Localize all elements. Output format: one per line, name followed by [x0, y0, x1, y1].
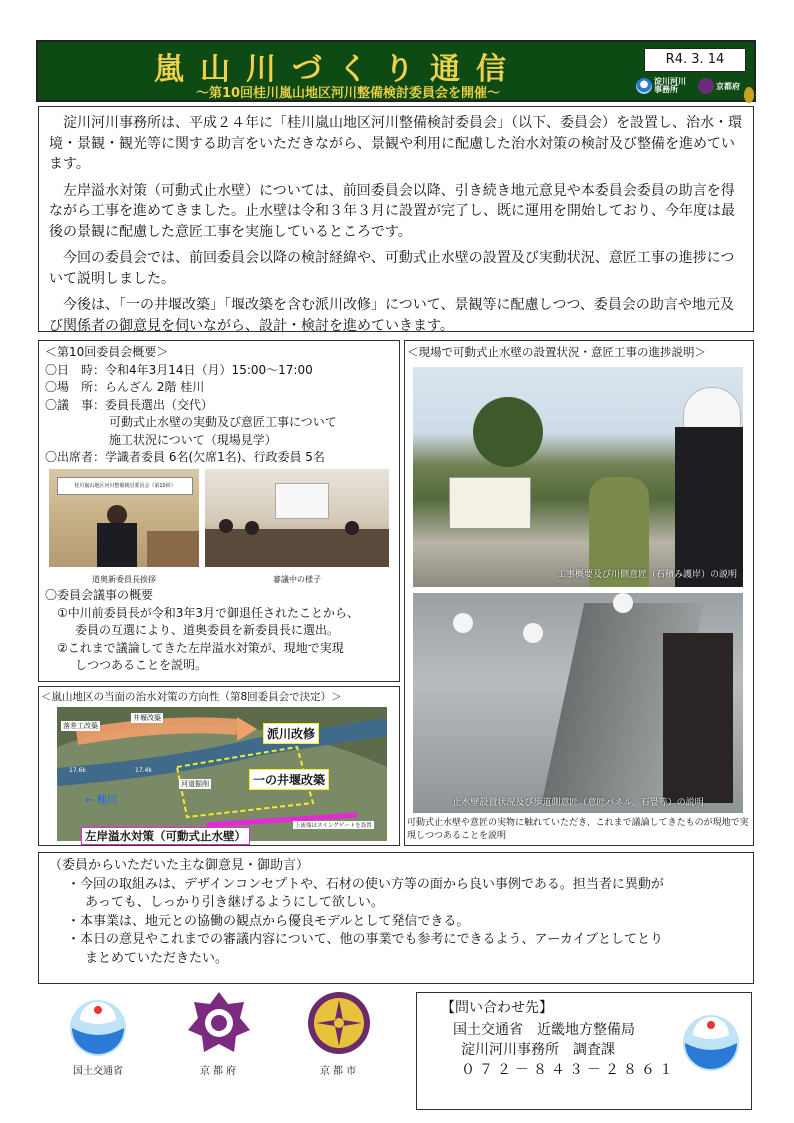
photo1-caption: 工事概要及び川側意匠（石積み護岸）の説明	[556, 570, 737, 580]
intro-paragraph: 今後は、「一の井堰改築」「堰改築を含む派川改修」について、景観等に配慮しつつ、委員会の助言や地元及び関係者の御意見を伺いながら、設計・検討を進めていきます。	[49, 297, 734, 334]
kyotofu-logo-icon	[186, 990, 252, 1056]
outline-item: ②これまで議論してきた左岸溢水対策が、現地で実現	[57, 640, 344, 655]
photo-deliberation	[205, 469, 389, 567]
map-label-rakusa: 落差工改築	[63, 722, 98, 730]
contact-line1: 国土交通省 近畿地方整備局	[453, 1022, 635, 1038]
contact-line2: 淀川河川事務所 調査課	[461, 1042, 615, 1058]
summary-heading: ＜第10回委員会概要＞	[45, 345, 169, 359]
header-banner	[36, 40, 764, 110]
intro-section	[38, 106, 754, 332]
map-label-km1: 17.6k	[69, 767, 86, 774]
meeting-summary-section	[38, 340, 400, 682]
agenda-item: 委員長選出（交代）	[105, 397, 214, 412]
field-note: 可動式止水壁や意匠の実物に触れていただき、これまで議論してきたものが現地で実現しつつあることを説明	[407, 818, 749, 841]
field-heading: ＜現場で可動式止水壁の設置状況・意匠工事の進捗説明＞	[407, 345, 706, 359]
person-body	[97, 523, 137, 567]
agenda-item: 可動式止水壁の実動及び意匠工事について	[109, 415, 337, 429]
contact-title: 【問い合わせ先】	[441, 1000, 553, 1016]
date-value: 令和4年3月14日（月）15:00～17:00	[105, 362, 313, 377]
map-label-swing: 上流端はスイングゲートを設置	[295, 823, 372, 829]
agenda-item: 施工状況について（現場見学）	[109, 432, 277, 447]
map-label-katsura: ← 桂川	[85, 795, 117, 806]
kyotoshi-logo-icon	[306, 990, 372, 1056]
opinion-item: ・本事業は、地元との協働の観点から優良モデルとして発信できる。	[67, 913, 470, 929]
page-subtitle: ～第10回桂川嵐山地区河川整備検討委員会を開催～	[195, 86, 501, 101]
header-logo-yodogawa: 淀川河川事務所	[636, 78, 688, 94]
map-label-iseki: 井堰改築	[133, 714, 161, 722]
photo2-caption: 止水壁設置状況及び歩道側意匠（意匠パネル、石畳等）の説明	[452, 798, 704, 808]
intro-paragraph: 左岸溢水対策（可動式止水壁）については、前回委員会以降、引き続き地元意見や本委員会委員の助言を得ながら工事を進めてきました。止水壁は令和３年３月に設置が完了し、既に運用を開始しており、今年度は最後の景観に配慮した意匠工事を実施しているところです。	[49, 182, 735, 240]
outline-heading: 〇委員会議事の概要	[45, 588, 154, 602]
opinion-item: ・本日の意見やこれまでの審議内容について、他の事業でも参考にできるよう、アーカイブとしてとり	[67, 932, 664, 947]
map-label-hasen: 派川改修	[263, 723, 319, 744]
opinion-item: ・今回の取組みは、デザインコンセプトや、石材の使い方等の面から良い事例である。担当者に異動が	[67, 876, 664, 892]
map-label-kodo: 河道掘削	[181, 780, 209, 788]
outline-item: ①中川前委員長が令和3年3月で御退任されたことから、	[57, 605, 360, 620]
photo-construction-explanation	[413, 367, 743, 587]
attendees-value: 学識者委員 6名(欠席1名)、行政委員 5名	[105, 450, 325, 464]
field-inspection-section	[404, 340, 754, 846]
attendees-label: 〇出席者：	[45, 450, 106, 464]
explanation-board	[449, 477, 531, 529]
place-value: らんざん 2階 桂川	[105, 380, 205, 394]
header-logo-kyotofu: 京都府	[698, 78, 740, 94]
issue-date: R4. 3. 14	[644, 48, 746, 72]
footer-logo2-label: 京 都 府	[199, 1066, 237, 1077]
person-dark-coat	[675, 427, 743, 587]
place-label: 〇場 所：	[45, 380, 106, 394]
outline-item: 委員の互選により、道奥委員を新委員長に選出。	[75, 623, 340, 637]
photo-chair-greeting	[49, 469, 199, 567]
mlit-contact-logo-icon	[681, 1013, 741, 1073]
opinions-section	[38, 852, 754, 984]
photo2-caption: 審議中の様子	[273, 575, 321, 584]
flood-policy-section	[38, 686, 400, 846]
contact-phone[interactable]: ０７２－８４３－２８６１	[461, 1062, 677, 1078]
footer-logo1-label: 国土交通省	[73, 1066, 123, 1077]
projection-screen	[275, 483, 329, 519]
intro-paragraph: 淀川河川事務所は、平成２４年に「桂川嵐山地区河川整備検討委員会」（以下、委員会）を設置し、治水・環境・景観・観光等に関する助言をいただきながら、景観や利用に配慮した治水対策の検討及び整備を進めています。	[49, 115, 742, 172]
agenda-label: 〇議 事：	[45, 397, 106, 412]
page-title: 嵐山川づくり通信	[154, 52, 522, 87]
person-inspecting	[663, 633, 733, 803]
opinion-item: あっても、しっかり引き継げるようにして欲しい。	[85, 895, 384, 910]
map-label-km2: 17.4k	[135, 767, 152, 774]
policy-heading: ＜嵐山地区の当面の治水対策の方向性（第8回委員会で決定）＞	[41, 691, 342, 703]
contact-box	[416, 992, 752, 1110]
photo-wall-installation	[413, 593, 743, 813]
meeting-banner: 桂川嵐山地区河川整備検討委員会（第10回）	[57, 477, 193, 495]
map-label-ichinoi: 一の井堰改築	[249, 769, 329, 790]
podium	[147, 531, 199, 567]
helmet	[683, 387, 741, 429]
photo1-caption: 道奥新委員長挨拶	[92, 575, 156, 584]
date-label: 〇日 時：	[45, 362, 106, 377]
map-label-sagan: 左岸溢水対策（可動式止水壁）	[81, 827, 250, 845]
footer-logo3-label: 京 都 市	[319, 1066, 357, 1077]
mlit-logo-icon	[68, 998, 128, 1058]
person-head	[107, 505, 127, 525]
opinions-heading: （委員からいただいた主な御意見・御助言）	[49, 858, 310, 873]
conference-table	[205, 529, 389, 567]
header-logo-kyotoshi: 京都市	[744, 78, 770, 111]
opinion-item: まとめていただきたい。	[85, 950, 229, 966]
kyotoshi-icon	[744, 87, 754, 103]
mlit-icon	[636, 78, 652, 94]
outline-item: しつつあることを説明。	[75, 658, 208, 672]
kyotofu-icon	[698, 78, 714, 94]
intro-paragraph: 今回の委員会では、前回委員会以降の検討経緯や、可動式止水壁の設置及び実動状況、意匠工事の進捗について説明しました。	[49, 250, 735, 287]
tree	[473, 397, 543, 467]
